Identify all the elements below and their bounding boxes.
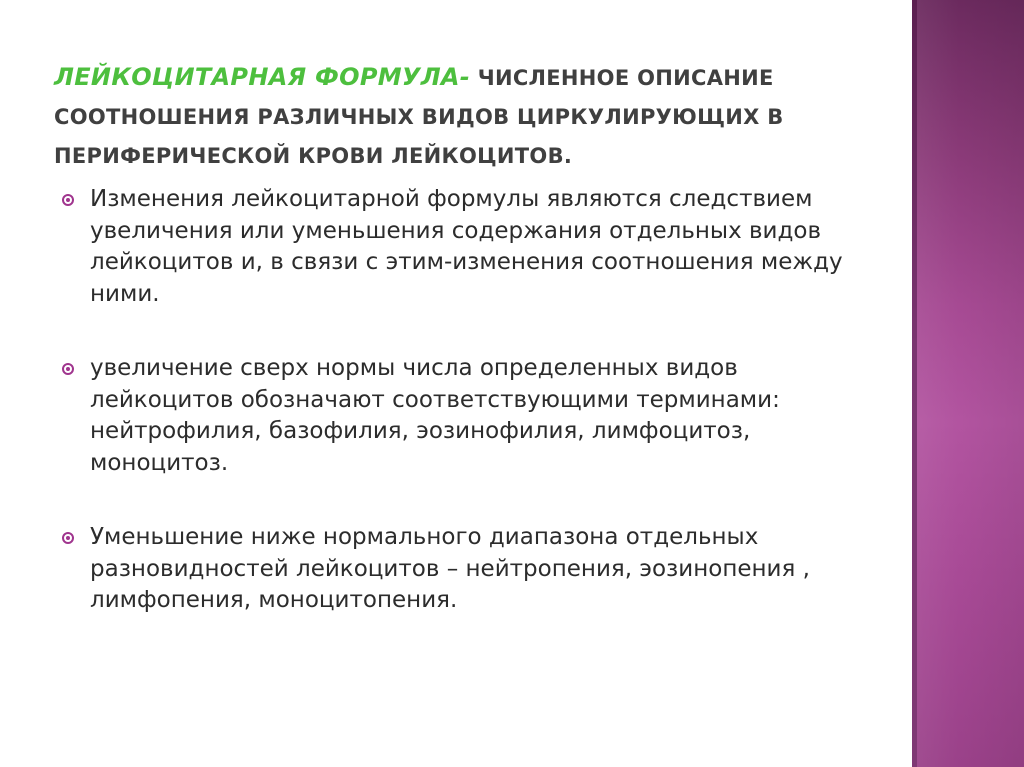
list-item	[58, 522, 858, 617]
circle-dot-icon	[62, 194, 74, 206]
title-term: ЛЕЙКОЦИТАРНАЯ ФОРМУЛА-	[54, 63, 471, 91]
bullet-text: Уменьшение ниже нормального диапазона отдельных разновидностей лейкоцитов – нейтропения, эозинопения , лимфопения, моноцитопения.	[90, 524, 810, 613]
list-item	[58, 184, 858, 310]
bullet-list	[58, 184, 858, 617]
title-definition: ЧИСЛЕННОЕ ОПИСАНИЕ СООТНОШЕНИЯ РАЗЛИЧНЫХ ВИДОВ ЦИРКУЛИРУЮЩИХ В ПЕРИФЕРИЧЕСКОЙ КРОВИ ЛЕЙКОЦИТОВ.	[54, 66, 784, 168]
bullet-text: увеличение сверх нормы числа определенных видов лейкоцитов обозначают соответствующими терминами: нейтрофилия, базофилия, эозинофилия, лимфоцитоз, моноцитоз.	[90, 355, 780, 476]
bullet-text: Изменения лейкоцитарной формулы являются следствием увеличения или уменьшения содержания отдельных видов лейкоцитов и, в связи с этим-изменения соотношения между ними.	[90, 186, 843, 307]
circle-dot-icon	[62, 363, 74, 375]
side-band-sheen	[917, 0, 1024, 767]
list-item	[58, 353, 858, 479]
decorative-side-band	[912, 0, 1024, 767]
circle-dot-icon	[62, 532, 74, 544]
slide-title	[54, 58, 854, 176]
